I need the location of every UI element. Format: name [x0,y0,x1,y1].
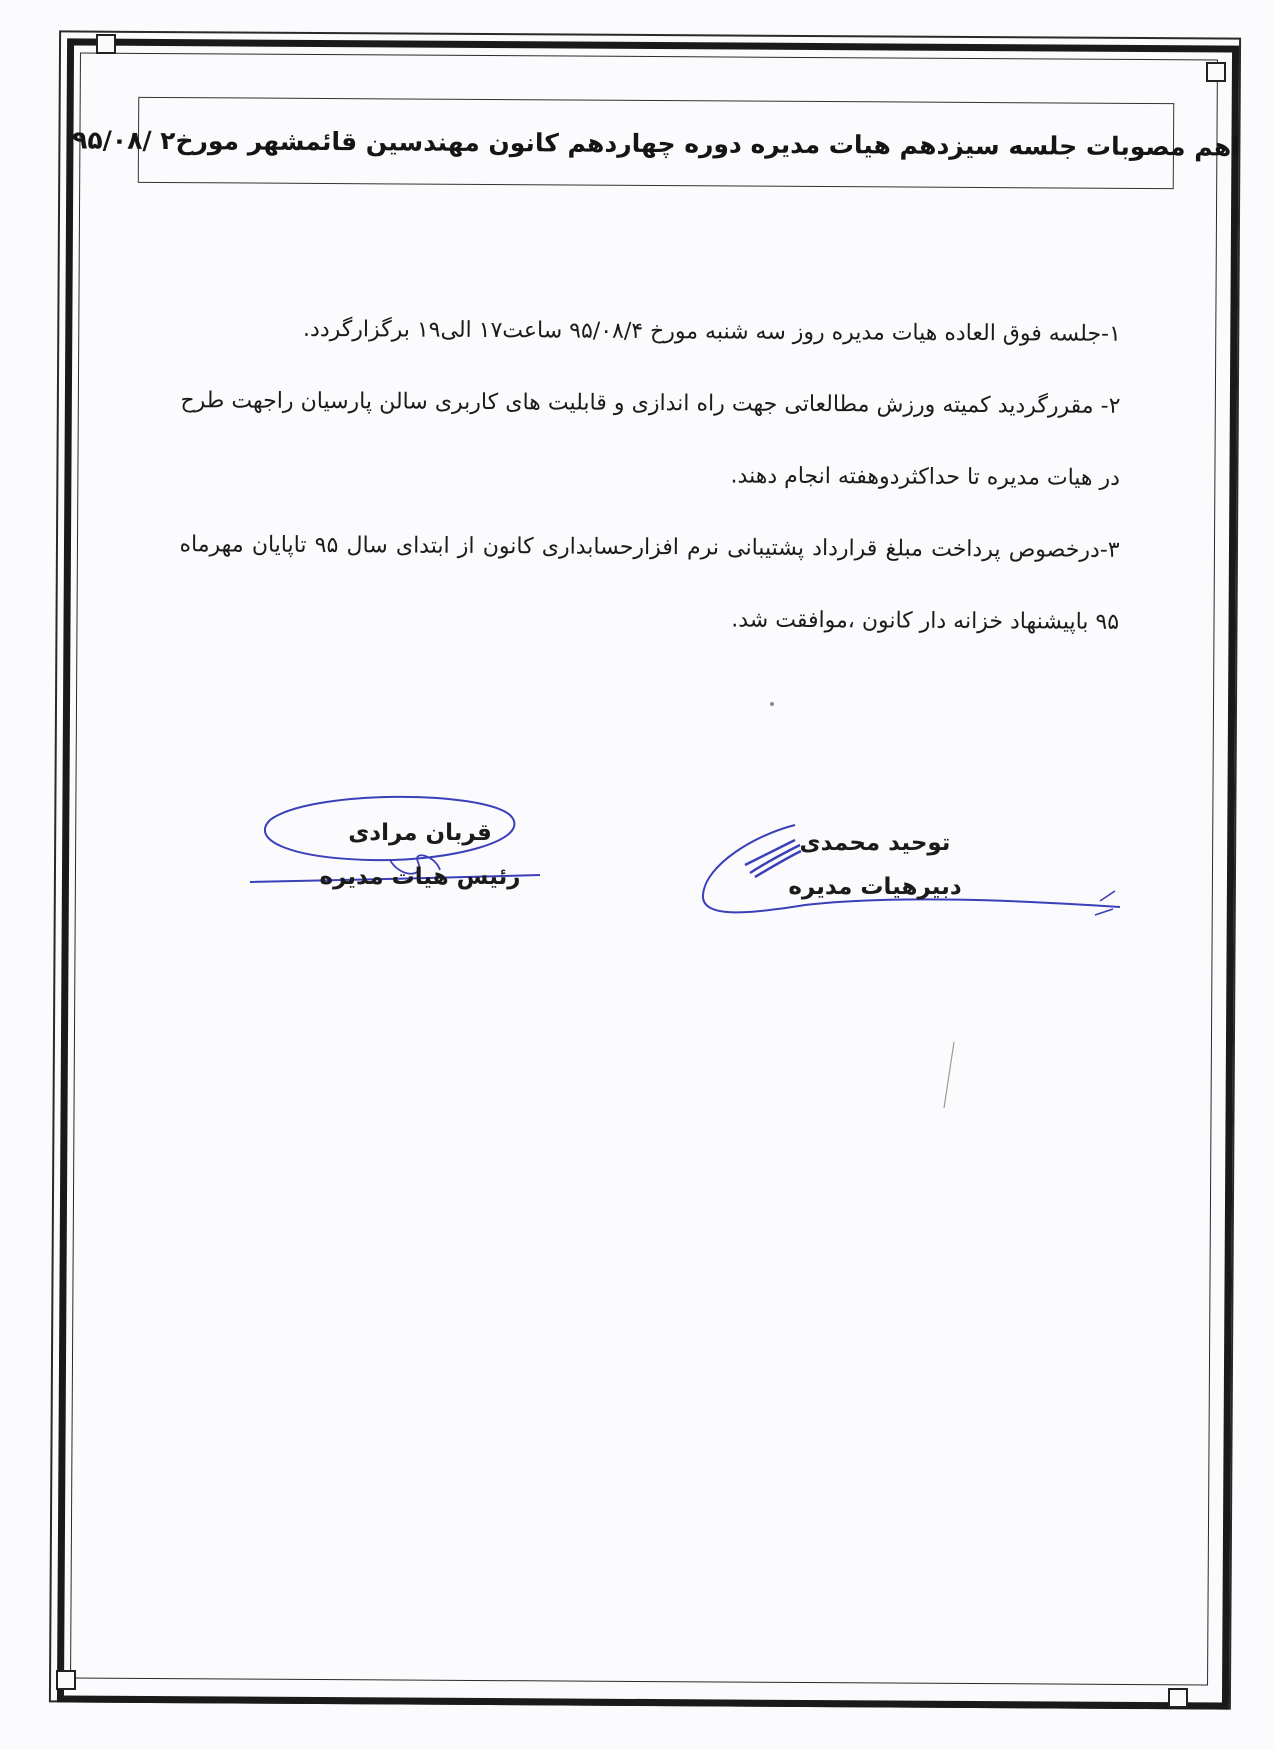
resolution-item: ۲- مقررگردید کمیته ورزش مطالعاتی جهت راه اندازی و قابلیت های کاربری سالن پارسیان راجهت طرح در هیات مدیره تا حداکثردوهفته انجام دهند. [180,388,1121,491]
signature-block-secretary [770,830,980,900]
scan-stray-mark [940,1040,960,1110]
signatory-title: رئیس هیات مدیره [319,864,521,890]
scan-speck [770,702,774,706]
signature-block-chairman [300,820,540,890]
title-box [72,97,1240,189]
border-corner-ornament [1206,62,1226,82]
signatory-title: دبیرهیات مدیره [788,874,962,900]
signatory-name: قربان مرادی [348,820,492,846]
resolution-item: ۱-جلسه فوق العاده هیات مدیره روز سه شنبه مورخ ۹۵/۰۸/۴ ساعت۱۷ الی۱۹ برگزارگردد. [303,316,1121,347]
border-corner-ornament [96,34,116,54]
border-corner-ornament [1168,1688,1188,1708]
signatory-name: توحید محمدی [799,830,951,856]
document-title: اهم مصوبات جلسه سیزدهم هیات مدیره دوره چهاردهم کانون مهندسین قائمشهر مورخ۲ /۹۵/۰۸ [72,124,1240,162]
resolutions-list [179,293,1121,659]
border-corner-ornament [56,1670,76,1690]
resolution-item: ۳-درخصوص پرداخت مبلغ قرارداد پشتیبانی نرم افزارحسابداری کانون از ابتدای سال ۹۵ تاپایان مهرماه ۹۵ باپیشنهاد خزانه دار کانون ،موافقت شد. [179,532,1120,635]
